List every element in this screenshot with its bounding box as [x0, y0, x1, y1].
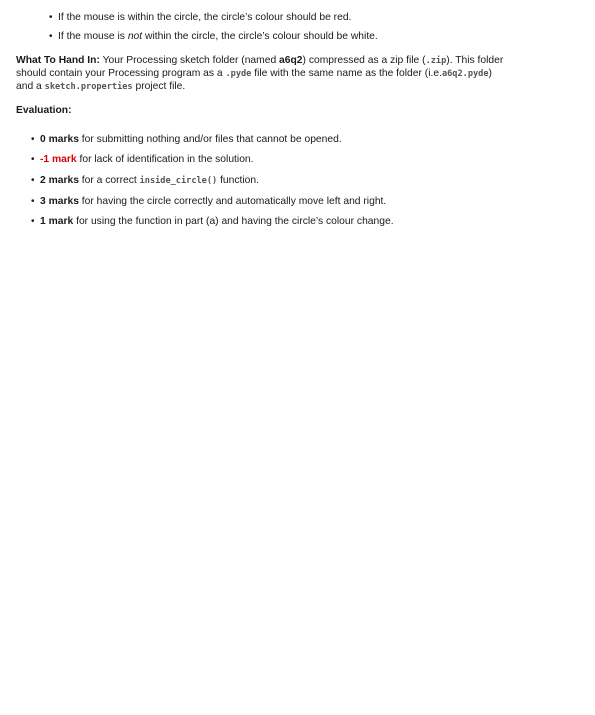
- bullet-marker: •: [31, 134, 35, 145]
- pyde-filename-code: a6q2.pyde: [441, 69, 489, 79]
- marks-description: for a correct: [78, 175, 140, 186]
- marks-description: for lack of identification in the solution.: [76, 154, 254, 165]
- requirement-text-post: within the circle, the circle’s colour should be white.: [142, 31, 378, 42]
- hand-in-text: ): [488, 68, 492, 79]
- hand-in-text: file with the same name as the folder (i.e.: [251, 68, 442, 79]
- hand-in-text: Your Processing sketch folder (named: [99, 55, 280, 66]
- requirement-text-pre: If the mouse is: [58, 31, 128, 42]
- marks-value: 1 mark: [40, 216, 74, 227]
- bullet-marker: •: [31, 216, 35, 227]
- bullet-marker: •: [31, 154, 35, 165]
- marks-value: 3 marks: [40, 196, 79, 207]
- evaluation-item: [40, 153, 254, 166]
- bullet-marker: •: [31, 175, 35, 186]
- hand-in-text: ) compressed as a zip file (: [302, 55, 426, 66]
- evaluation-item: [40, 133, 342, 146]
- zip-extension-code: .zip: [425, 56, 447, 66]
- requirement-text-emphasis: not: [127, 31, 143, 42]
- bullet-marker: •: [49, 12, 53, 23]
- properties-filename-code: sketch.properties: [44, 82, 133, 92]
- evaluation-item: [40, 215, 394, 228]
- requirement-item-red: [58, 11, 351, 24]
- marks-description: for having the circle correctly and automatically move left and right.: [78, 196, 387, 207]
- marks-value: 0 marks: [40, 134, 79, 145]
- hand-in-text: should contain your Processing program as a: [16, 68, 226, 79]
- requirement-item-white: [58, 30, 378, 43]
- hand-in-line-1: [16, 54, 503, 68]
- evaluation-item: [40, 174, 259, 188]
- marks-value: 2 marks: [40, 175, 79, 186]
- marks-description: for using the function in part (a) and having the circle’s colour change.: [73, 216, 394, 227]
- marks-description: function.: [217, 175, 259, 186]
- hand-in-text: project file.: [132, 81, 186, 92]
- requirement-text: If the mouse is within the circle, the circle’s colour should be red.: [58, 12, 352, 23]
- hand-in-line-3: [16, 80, 185, 94]
- hand-in-text: and a: [16, 81, 45, 92]
- hand-in-line-2: [16, 67, 492, 81]
- pyde-extension-code: .pyde: [225, 69, 252, 79]
- marks-description: for submitting nothing and/or files that cannot be opened.: [78, 134, 342, 145]
- evaluation-item: [40, 195, 386, 208]
- hand-in-label: What To Hand In:: [16, 55, 100, 66]
- bullet-marker: •: [31, 196, 35, 207]
- bullet-marker: •: [49, 31, 53, 42]
- folder-name: a6q2: [279, 55, 303, 66]
- function-name-code: inside_circle(): [139, 176, 218, 186]
- evaluation-heading: Evaluation:: [16, 105, 72, 116]
- marks-value-penalty: -1 mark: [40, 154, 77, 165]
- hand-in-text: ). This folder: [446, 55, 504, 66]
